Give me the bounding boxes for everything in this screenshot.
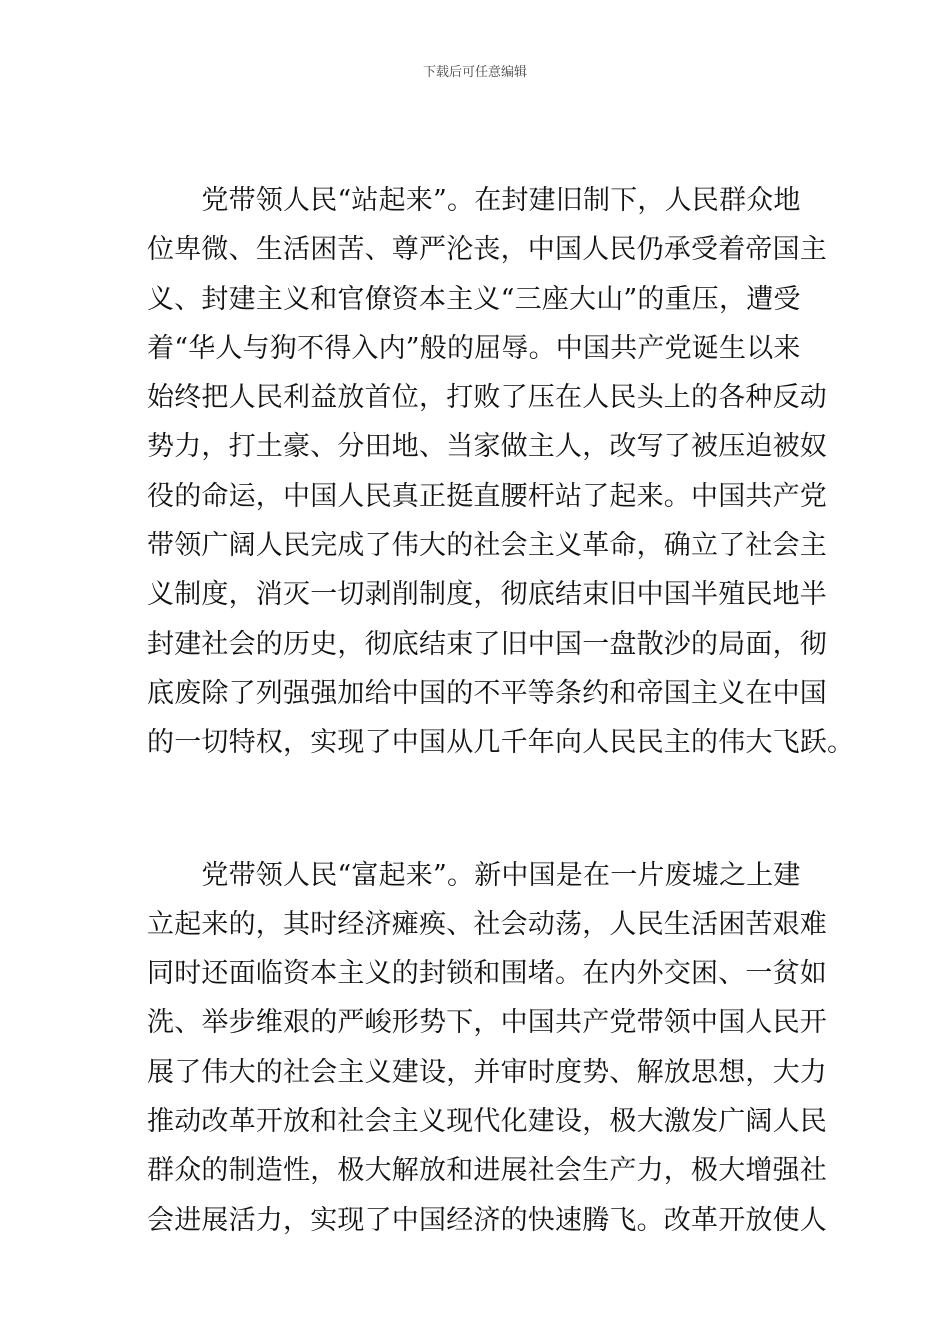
text-line: 役的命运，中国人民真正挺直腰杆站了起来。中国共产党 — [147, 480, 827, 512]
page-header: 下载后可任意编辑 — [422, 65, 527, 80]
text-line: 立起来的，其时经济瘫痪、社会动荡，人民生活困苦艰难 — [147, 908, 827, 940]
paragraph-getting-rich — [147, 851, 827, 1245]
text-line: 封建社会的历史，彻底结束了旧中国一盘散沙的局面，彻 — [147, 628, 827, 660]
text-line: 义、封建主义和官僚资本主义“三座大山”的重压，遭受 — [147, 283, 801, 315]
text-line: 义制度，消灭一切剥削制度，彻底结束旧中国半殖民地半 — [147, 579, 827, 611]
text-line: 的一切特权，实现了中国从几千年向人民民主的伟大飞跃。 — [147, 727, 855, 759]
document-body — [147, 176, 855, 1245]
text-line: 始终把人民利益放首位，打败了压在人民头上的各种反动 — [147, 382, 827, 414]
text-line: 势力，打土豪、分田地、当家做主人，改写了被压迫被奴 — [147, 431, 827, 463]
text-line: 党带领人民“富起来”。新中国是在一片废墟之上建 — [147, 859, 801, 891]
text-line: 推动改革开放和社会主义现代化建设，极大激发广阔人民 — [147, 1106, 827, 1138]
text-line: 展了伟大的社会主义建设，并审时度势、解放思想，大力 — [147, 1056, 827, 1088]
text-line: 带领广阔人民完成了伟大的社会主义革命，确立了社会主 — [147, 530, 827, 562]
text-line: 会进展活力，实现了中国经济的快速腾飞。改革开放使人 — [147, 1204, 827, 1236]
text-line: 洗、举步维艰的严峻形势下，中国共产党带领中国人民开 — [147, 1007, 827, 1039]
text-line: 党带领人民“站起来”。在封建旧制下，人民群众地 — [147, 185, 801, 216]
text-line: 群众的制造性，极大解放和进展社会生产力，极大增强社 — [147, 1155, 827, 1187]
text-line: 底废除了列强强加给中国的不平等条约和帝国主义在中国 — [147, 677, 827, 709]
paragraph-standing-up — [147, 176, 855, 768]
text-line: 着“华人与狗不得入内”般的屈辱。中国共产党诞生以来 — [147, 332, 801, 364]
text-line: 位卑微、生活困苦、尊严沦丧，中国人民仍承受着帝国主 — [147, 234, 827, 266]
text-line: 同时还面临资本主义的封锁和围堵。在内外交困、一贫如 — [147, 958, 827, 990]
